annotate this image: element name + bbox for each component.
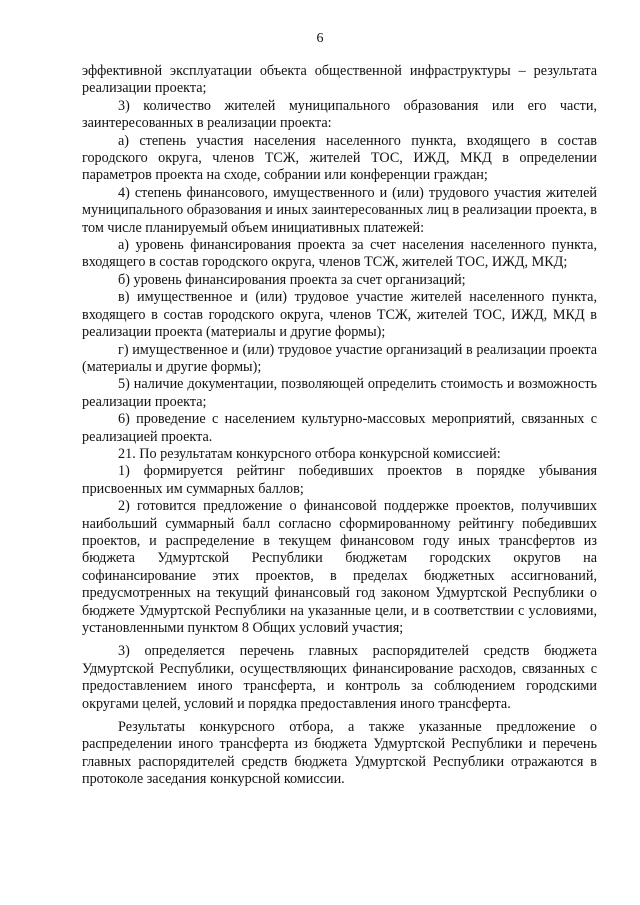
paragraph-clause-21: 21. По результатам конкурсного отбора конкурсной комиссией: xyxy=(118,445,501,462)
paragraph-item-4a: а) уровень финансирования проекта за счет населения населенного пункта, входящего в состав городского округа, членов ТСЖ, жителей ТОС, ИЖД, МКД; xyxy=(82,237,597,271)
paragraph-clause-21-item-2: 2) готовится предложение о финансовой поддержке проектов, получивших наибольший суммарный балл согласно сформированному рейтингу победивших проектов, и распределение в текущем финансовом году иных трансфертов из бюджета Удмуртской Республики бюджетам городских округов на софинансирование этих проектов, в пределах бюджетных ассигнований, предусмотренных на текущий финансовый год законом Удмуртской Республики о бюджете Удмуртской Республики на указанные цели, и в соответствии с условиями, установленными пунктом 8 Общих условий участия; xyxy=(82,498,597,636)
paragraph-item-3a: а) степень участия населения населенного пункта, входящего в состав городского округа, членов ТСЖ, жителей ТОС, ИЖД, МКД в определении параметров проекта на сходе, собрании или конференции граждан; xyxy=(82,132,597,184)
paragraph-clause-21-item-1: 1) формируется рейтинг победивших проектов в порядке убывания присвоенных им суммарных баллов; xyxy=(82,463,597,497)
paragraph-item-3: 3) количество жителей муниципального образования или его части, заинтересованных в реализации проекта: xyxy=(82,97,597,132)
paragraph-results: Результаты конкурсного отбора, а также указанные предложение о распределении иного трансферта из бюджета Удмуртской Республики и перечень главных распорядителей средств бюджета Удмуртской Республики отражаются в протоколе заседания конкурсной комиссии. xyxy=(82,719,597,788)
page-number: 6 xyxy=(316,31,324,46)
paragraph-item-5: 5) наличие документации, позволяющей определить стоимость и возможность реализации проекта; xyxy=(82,376,597,410)
paragraph-continuation: эффективной эксплуатации объекта общественной инфраструктуры – результата реализации проекта; xyxy=(82,63,597,97)
paragraph-clause-21-item-3: 3) определяется перечень главных распорядителей средств бюджета Удмуртской Республики, осуществляющих финансирование расходов, связанных с предоставлением иного трансферта, и контроль за соблюдением городскими округами целей, условий и порядка предоставления иного трансферта. xyxy=(82,643,597,712)
paragraph-item-4: 4) степень финансового, имущественного и (или) трудового участия жителей муниципального образования и иных заинтересованных лиц в реализации проекта, в том числе планируемый объем инициативных платежей: xyxy=(82,184,597,236)
paragraph-item-4d: г) имущественное и (или) трудовое участие организаций в реализации проекта (материалы и другие формы); xyxy=(82,341,597,375)
paragraph-item-4c: в) имущественное и (или) трудовое участие жителей населенного пункта, входящего в состав городского округа, членов ТСЖ, жителей ТОС, ИЖД, МКД в реализации проекта (материалы и другие формы); xyxy=(82,289,597,341)
paragraph-item-6: 6) проведение с населением культурно-массовых мероприятий, связанных с реализацией проекта. xyxy=(82,411,597,445)
paragraph-item-4b: б) уровень финансирования проекта за счет организаций; xyxy=(118,271,466,288)
document-body xyxy=(82,63,597,789)
